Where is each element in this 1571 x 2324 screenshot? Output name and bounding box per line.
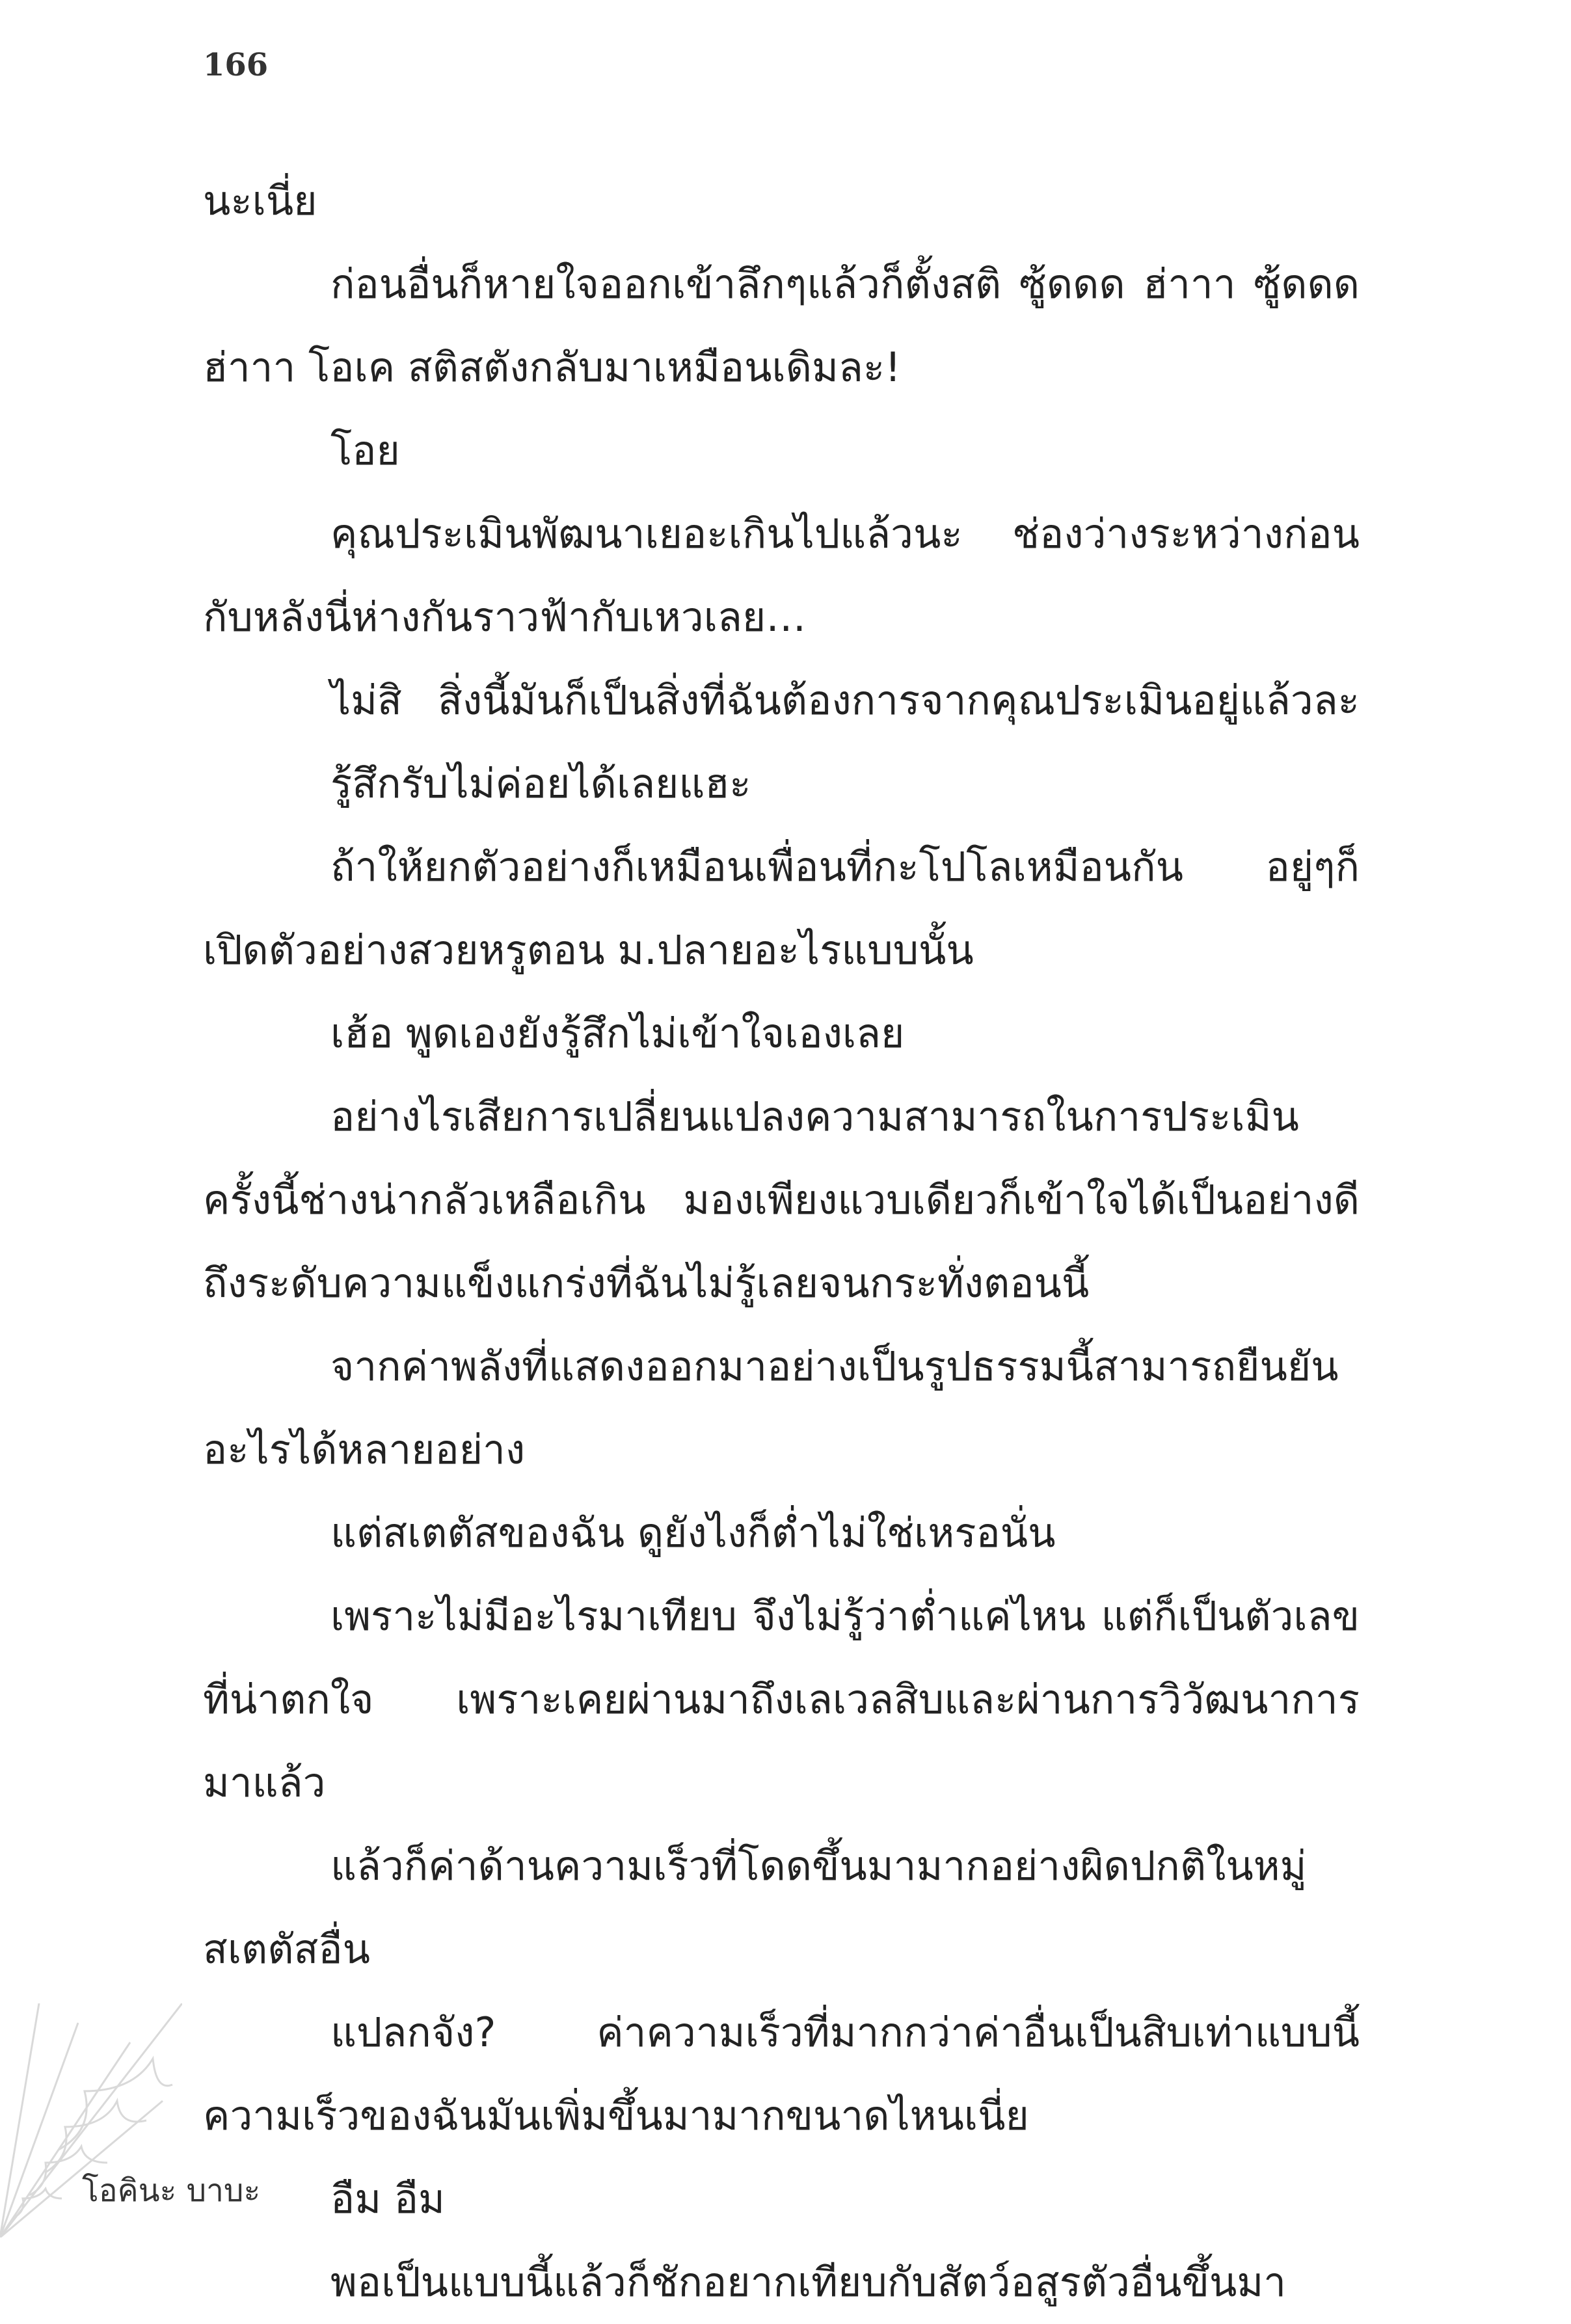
text-line: ความเร็วของฉันมันเพิ่มขึ้นมามากขนาดไหนเนี่ย xyxy=(203,2092,1029,2139)
text-line: แปลกจัง? ค่าความเร็วที่มากกว่าค่าอื่นเป็นสิบเท่าแบบนี้ xyxy=(330,2009,1360,2056)
text-line: ไม่สิ สิ่งนี้มันก็เป็นสิ่งที่ฉันต้องการจากคุณประเมินอยู่แล้วละ xyxy=(330,676,1360,724)
text-line: กับหลังนี่ห่างกันราวฟ้ากับเหวเลย… xyxy=(203,593,807,641)
text-line: ครั้งนี้ช่างน่ากลัวเหลือเกิน มองเพียงแวบเดียวก็เข้าใจได้เป็นอย่างดี xyxy=(203,1176,1360,1223)
book-title: โอคินะ บาบะ xyxy=(82,2172,261,2209)
text-line: เพราะไม่มีอะไรมาเทียบ จึงไม่รู้ว่าต่ำแค่ไหน แต่ก็เป็นตัวเลข xyxy=(330,1592,1360,1640)
text-line: จากค่าพลังที่แสดงออกมาอย่างเป็นรูปธรรมนี้สามารถยืนยัน xyxy=(330,1342,1339,1390)
text-line: เฮ้อ พูดเองยังรู้สึกไม่เข้าใจเองเลย xyxy=(330,1009,905,1057)
text-line: ถ้าให้ยกตัวอย่างก็เหมือนเพื่อนที่กะโปโลเหมือนกัน อยู่ๆก็ xyxy=(330,843,1360,890)
text-line: มาแล้ว xyxy=(203,1759,326,1806)
text-line: สเตตัสอื่น xyxy=(203,1925,371,1973)
text-line: รู้สึกรับไม่ค่อยได้เลยแฮะ xyxy=(330,760,751,807)
text-line: อืม อืม xyxy=(330,2175,445,2223)
text-line: ก่อนอื่นก็หายใจออกเข้าลึกๆแล้วก็ตั้งสติ ซู้ดดด ฮ่าาา ซู้ดดด xyxy=(330,260,1360,308)
page-number: 166 xyxy=(203,47,269,83)
body-text xyxy=(203,159,1360,2324)
text-line: แต่สเตตัสของฉัน ดูยังไงก็ต่ำไม่ใช่เหรอนั่น xyxy=(330,1509,1056,1556)
text-line: คุณประเมินพัฒนาเยอะเกินไปแล้วนะ ช่องว่างระหว่างก่อน xyxy=(330,510,1360,557)
text-line: ฮ่าาา โอเค สติสตังกลับมาเหมือนเดิมละ! xyxy=(203,343,901,391)
text-line: นะเนี่ย xyxy=(203,177,317,224)
text-line: ถึงระดับความแข็งแกร่งที่ฉันไม่รู้เลยจนกระทั่งตอนนี้ xyxy=(203,1259,1090,1307)
text-line: อย่างไรเสียการเปลี่ยนแปลงความสามารถในการประเมิน xyxy=(330,1093,1299,1140)
text-line: ที่น่าตกใจ เพราะเคยผ่านมาถึงเลเวลสิบและผ่านการวิวัฒนาการ xyxy=(203,1676,1360,1723)
text-line: โอย xyxy=(330,427,400,474)
text-line: แล้วก็ค่าด้านความเร็วที่โดดขึ้นมามากอย่างผิดปกติในหมู่ xyxy=(330,1842,1307,1890)
text-line: อะไรได้หลายอย่าง xyxy=(203,1426,526,1473)
text-line: เปิดตัวอย่างสวยหรูตอน ม.ปลายอะไรแบบนั้น xyxy=(203,926,974,974)
text-line: พอเป็นแบบนี้แล้วก็ชักอยากเทียบกับสัตว์อสูรตัวอื่นขึ้นมา xyxy=(330,2258,1287,2306)
